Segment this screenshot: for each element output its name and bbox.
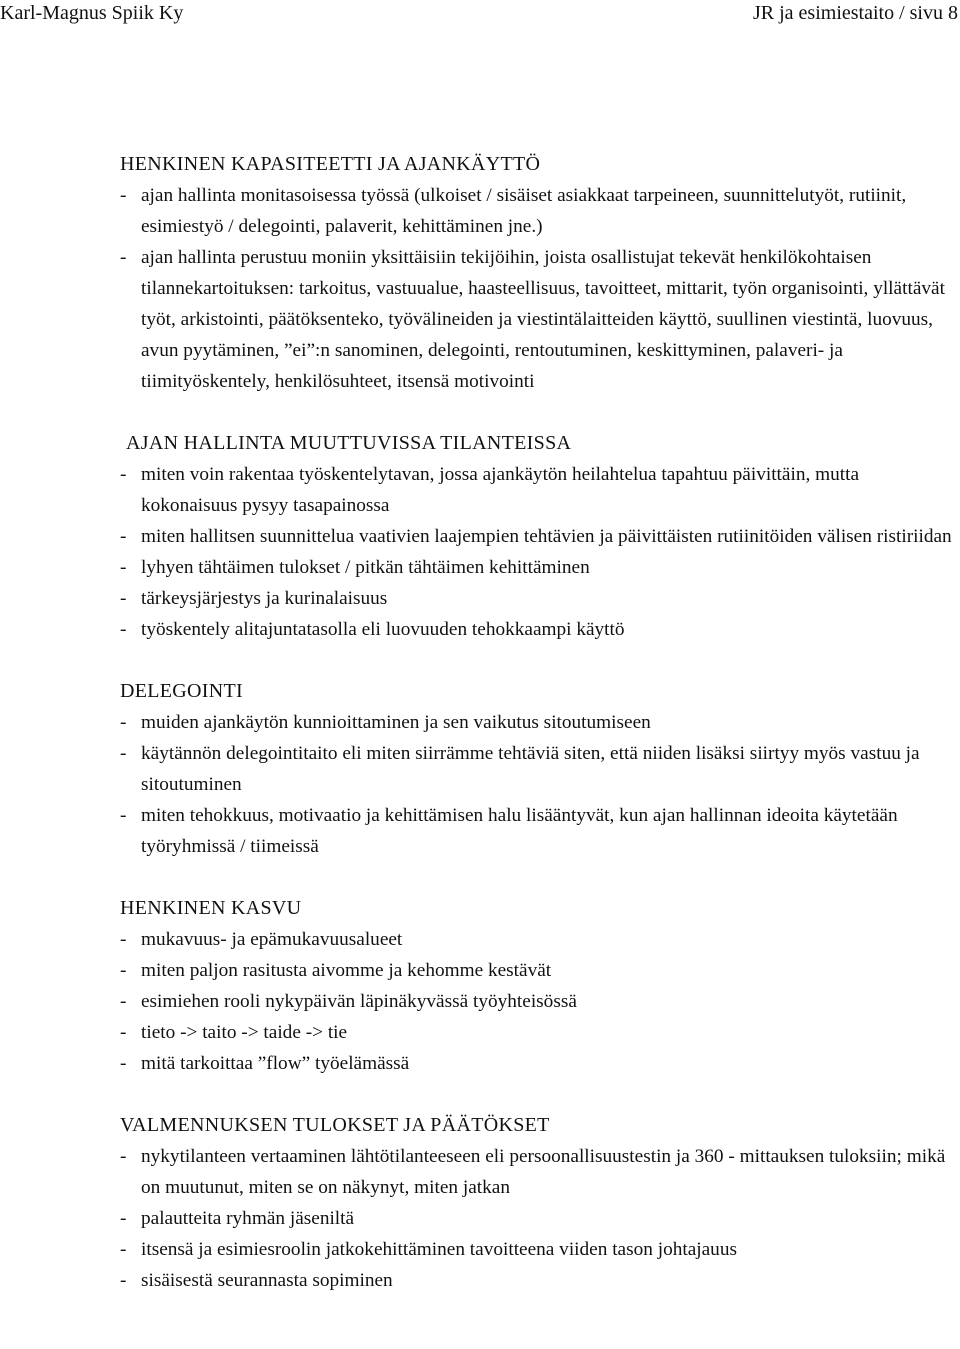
section-henkinen-kasvu xyxy=(120,893,955,1079)
section-henkinen-kapasiteetti xyxy=(120,149,955,397)
section-valmennuksen-tulokset xyxy=(120,1110,955,1296)
list-item: - miten tehokkuus, motivaatio ja kehittämisen halu lisääntyvät, kun ajan hallinnan ideoita käytetään työryhmissä / tiimeissä xyxy=(120,800,955,862)
bullet-list xyxy=(120,1141,955,1296)
header-left: Karl-Magnus Spiik Ky xyxy=(0,2,184,24)
list-item: - ajan hallinta monitasoisessa työssä (ulkoiset / sisäiset asiakkaat tarpeineen, suunnittelutyöt, rutiinit, esimiestyö / delegointi, palaverit, kehittäminen jne.) xyxy=(120,180,955,242)
document-body xyxy=(120,149,955,1296)
list-item: - esimiehen rooli nykypäivän läpinäkyvässä työyhteisössä xyxy=(120,986,955,1017)
list-item: - nykytilanteen vertaaminen lähtötilanteeseen eli persoonallisuustestin ja 360 - mittauksen tuloksiin; mikä on muutunut, miten se on näkynyt, miten jatkan xyxy=(120,1141,955,1203)
bullet-list xyxy=(120,924,955,1079)
section-heading: HENKINEN KASVU xyxy=(120,897,302,919)
list-item: - mitä tarkoittaa ”flow” työelämässä xyxy=(120,1048,955,1079)
section-heading: VALMENNUKSEN TULOKSET JA PÄÄTÖKSET xyxy=(120,1114,550,1136)
section-delegointi xyxy=(120,676,955,862)
list-item: - mukavuus- ja epämukavuusalueet xyxy=(120,924,955,955)
bullet-list xyxy=(120,459,955,645)
bullet-list xyxy=(120,707,955,862)
list-item: - miten voin rakentaa työskentelytavan, jossa ajankäytön heilahtelua tapahtuu päivittäin, mutta kokonaisuus pysyy tasapainossa xyxy=(120,459,955,521)
section-heading: HENKINEN KAPASITEETTI JA AJANKÄYTTÖ xyxy=(120,153,541,175)
section-heading: DELEGOINTI xyxy=(120,680,243,702)
list-item: - miten paljon rasitusta aivomme ja kehomme kestävät xyxy=(120,955,955,986)
list-item: - tieto -> taito -> taide -> tie xyxy=(120,1017,955,1048)
list-item: - itsensä ja esimiesroolin jatkokehittäminen tavoitteena viiden tason johtajauus xyxy=(120,1234,955,1265)
section-ajan-hallinta xyxy=(120,428,955,645)
list-item: - palautteita ryhmän jäseniltä xyxy=(120,1203,955,1234)
list-item: - lyhyen tähtäimen tulokset / pitkän tähtäimen kehittäminen xyxy=(120,552,955,583)
list-item: - muiden ajankäytön kunnioittaminen ja sen vaikutus sitoutumiseen xyxy=(120,707,955,738)
list-item: - tärkeysjärjestys ja kurinalaisuus xyxy=(120,583,955,614)
list-item: - käytännön delegointitaito eli miten siirrämme tehtäviä siten, että niiden lisäksi siirtyy myös vastuu ja sitoutuminen xyxy=(120,738,955,800)
section-heading: AJAN HALLINTA MUUTTUVISSA TILANTEISSA xyxy=(126,432,572,454)
header-right: JR ja esimiestaito / sivu 8 xyxy=(753,2,958,24)
list-item: - työskentely alitajuntatasolla eli luovuuden tehokkaampi käyttö xyxy=(120,614,955,645)
list-item: - miten hallitsen suunnittelua vaativien laajempien tehtävien ja päivittäisten rutiinitöiden välisen ristiriidan xyxy=(120,521,955,552)
list-item: - sisäisestä seurannasta sopiminen xyxy=(120,1265,955,1296)
list-item: - ajan hallinta perustuu moniin yksittäisiin tekijöihin, joista osallistujat tekevät henkilökohtaisen tilannekartoituksen: tarkoitus, vastuualue, haasteellisuus, tavoitteet, mittarit, työn organisointi, yllättävät työt, arkistointi, päätöksenteko, työvälineiden ja viestintälaitteiden käyttö, suullinen viestintä, luovuus, avun pyytäminen, ”ei”:n sanominen, delegointi, rentoutuminen, keskittyminen, palaveri- ja tiimityöskentely, henkilösuhteet, itsensä motivointi xyxy=(120,242,955,397)
bullet-list xyxy=(120,180,955,397)
